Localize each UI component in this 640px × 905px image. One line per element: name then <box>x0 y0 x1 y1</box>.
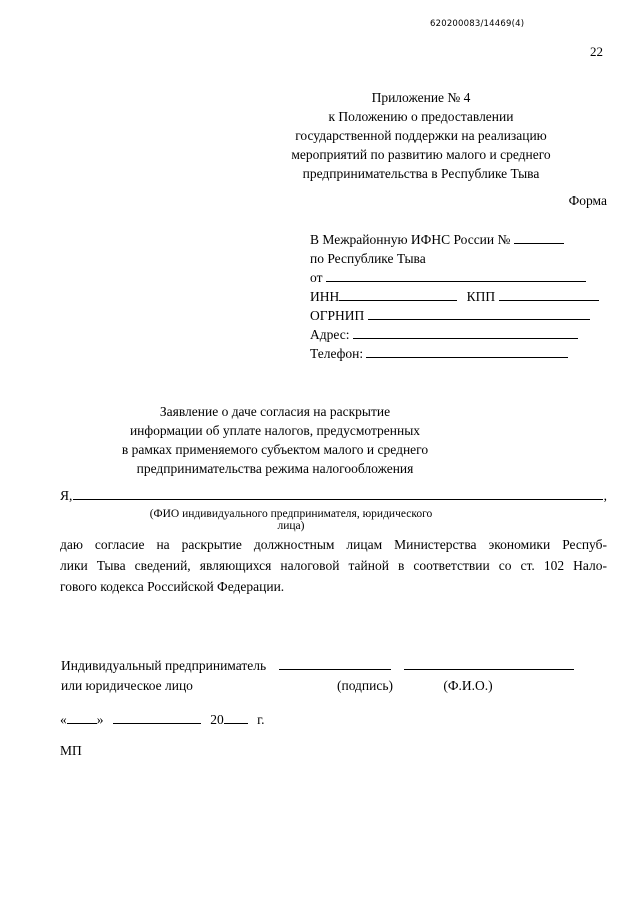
i-label: Я, <box>60 488 73 503</box>
fio-caption: (Ф.И.О.) <box>443 678 493 693</box>
from-field <box>326 270 586 282</box>
recipient-line-region <box>310 249 610 268</box>
consent-line: гового кодекса Российской Федерации. <box>60 579 285 594</box>
legal-entity-label: или юридическое лицо <box>61 678 193 693</box>
region-label: по Республике Тыва <box>310 251 426 266</box>
phone-field <box>366 346 568 358</box>
stamp-label: МП <box>60 743 82 758</box>
recipient-line-ogrnip <box>310 306 610 325</box>
kpp-field <box>499 289 599 301</box>
statement-title-line: информации об уплате налогов, предусмотренных <box>129 423 421 438</box>
address-label: Адрес: <box>310 327 350 342</box>
date-line <box>60 712 265 728</box>
recipient-line-from <box>310 268 610 287</box>
page-number: 22 <box>590 44 603 59</box>
entrepreneur-label: Индивидуальный предприниматель <box>61 658 267 673</box>
recipient-block <box>310 230 610 363</box>
consent-paragraph <box>60 534 607 597</box>
kpp-label: КПП <box>466 289 496 304</box>
address-field <box>353 327 578 339</box>
signature-block <box>61 656 607 696</box>
declarant-line <box>60 488 607 504</box>
ogrnip-label: ОГРНИП <box>310 308 365 323</box>
trailing-comma: , <box>603 488 607 503</box>
statement-title <box>45 402 505 478</box>
recipient-line-inn-kpp <box>310 287 610 306</box>
signature-caption: (подпись) <box>336 678 394 693</box>
recipient-line-phone <box>310 344 610 363</box>
annex-heading-line: мероприятий по развитию малого и среднего <box>291 147 551 162</box>
form-label: Форма <box>568 193 607 208</box>
inn-field <box>339 289 457 301</box>
signature-field <box>279 658 391 670</box>
month-field <box>113 712 201 724</box>
statement-title-line: Заявление о даче согласия на раскрытие <box>159 404 391 419</box>
annex-heading-line: предпринимательства в Республике Тыва <box>302 166 540 181</box>
ifns-number-field <box>514 232 564 244</box>
annex-heading-line: государственной поддержки на реализацию <box>295 128 547 143</box>
statement-title-line: предпринимательства режима налогообложения <box>136 461 414 476</box>
close-quote: » <box>96 712 104 727</box>
consent-line: лики Тыва сведений, являющихся налоговой тайной в соответствии со ст. 102 Нало- <box>60 558 607 573</box>
year-suffix: г. <box>257 712 265 727</box>
year-prefix: 20 <box>210 712 224 727</box>
inn-label: ИНН <box>310 289 340 304</box>
annex-heading-line: Приложение № 4 <box>371 90 471 105</box>
year-field <box>224 712 248 724</box>
recipient-line-ifns <box>310 230 610 249</box>
phone-label: Телефон: <box>310 346 364 361</box>
annex-heading-line: к Положению о предоставлении <box>328 109 514 124</box>
ifns-label: В Межрайонную ИФНС России № <box>310 232 511 247</box>
annex-heading <box>250 88 592 183</box>
signature-row <box>61 656 607 676</box>
doc-code: 620200083/14469(4) <box>430 19 525 29</box>
declarant-name-field <box>73 488 602 500</box>
statement-title-line: в рамках применяемого субъектом малого и среднего <box>121 442 429 457</box>
from-label: от <box>310 270 323 285</box>
recipient-line-address <box>310 325 610 344</box>
consent-line: даю согласие на раскрытие должностным лицам Министерства экономики Респуб- <box>60 537 607 552</box>
declarant-caption: (ФИО индивидуального предпринимателя, юридического лица) <box>149 508 433 532</box>
day-field <box>67 712 97 724</box>
open-quote: « <box>60 712 67 727</box>
ogrnip-field <box>368 308 590 320</box>
signature-captions-row <box>61 676 607 696</box>
signature-fio-field <box>404 658 574 670</box>
